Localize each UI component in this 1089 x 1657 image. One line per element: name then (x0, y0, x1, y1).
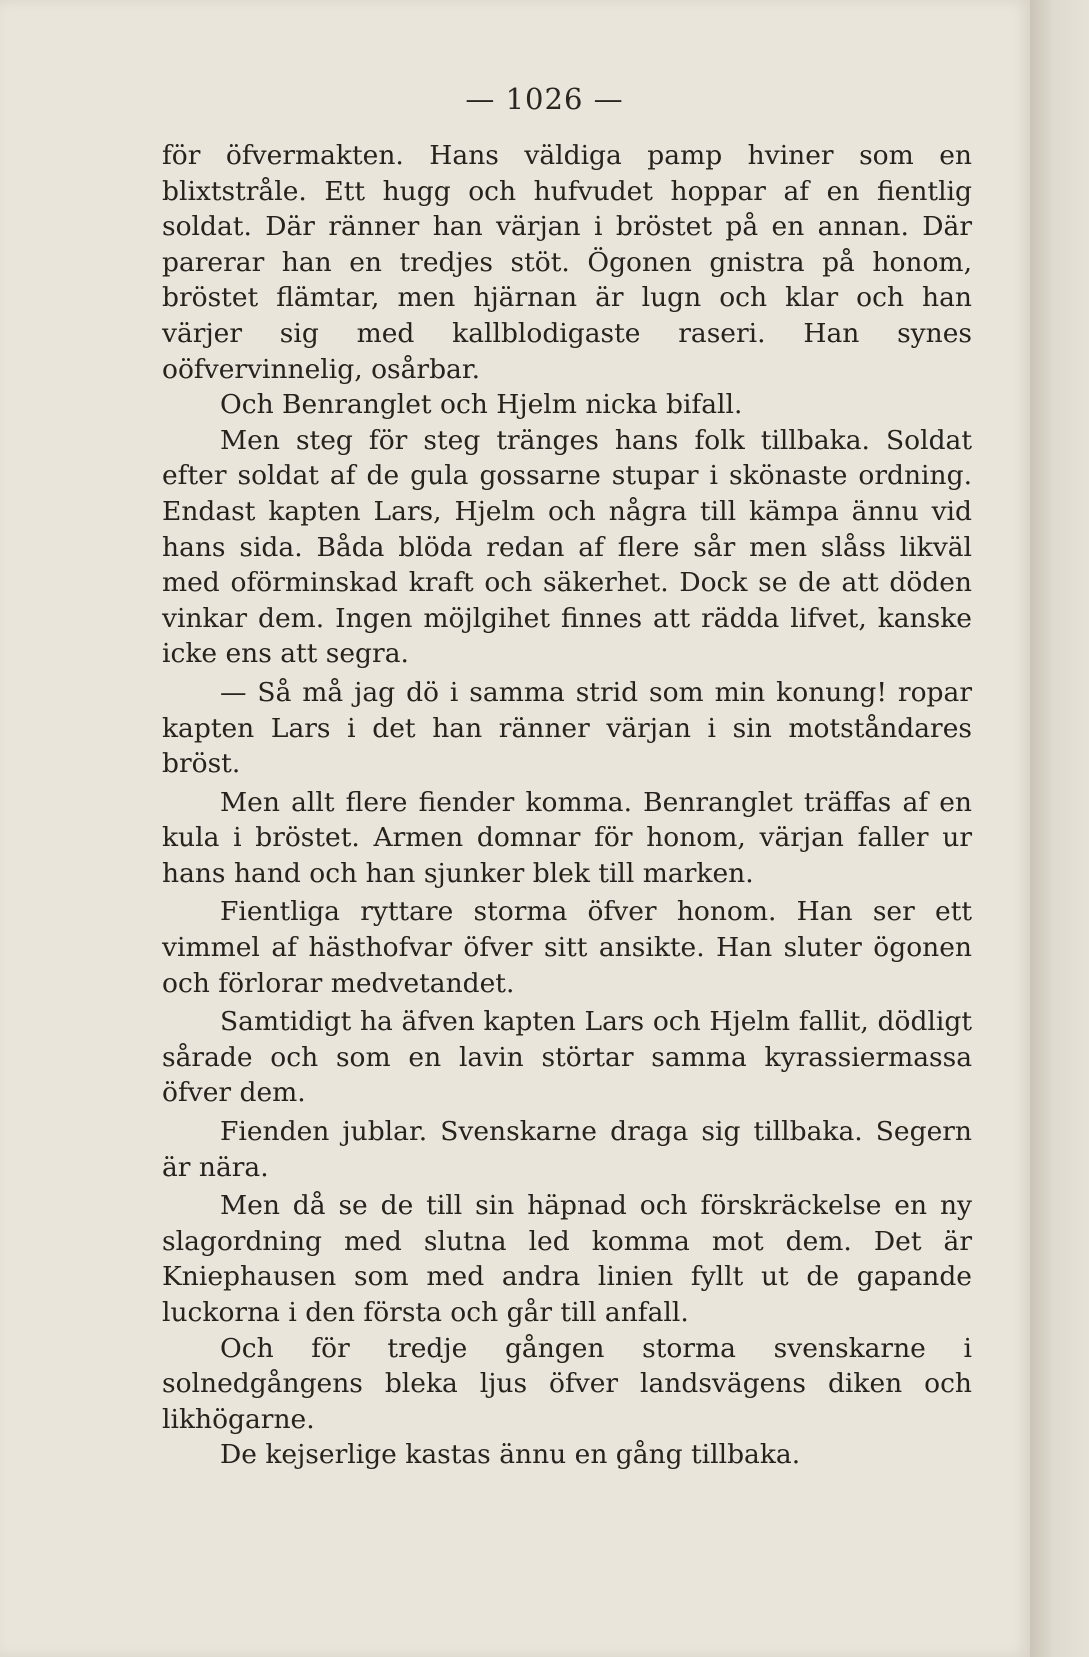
paragraph: Men allt flere fiender komma. Benranglet träffas af en kula i bröstet. Armen domnar för honom, värjan faller ur hans hand och han sjunker blek till marken. (162, 786, 972, 889)
paragraph: De kejserlige kastas ännu en gång tillbaka. (220, 1439, 801, 1471)
paragraph: för öfvermakten. Hans väldiga pamp hviner som en blixtstråle. Ett hugg och hufvudet hoppar af en fientlig soldat. Där ränner han värjan i bröstet på en annan. Där parerar han en tredjes stöt. Ögonen gnistra på honom, bröstet flämtar, men hjärnan är lugn och klar och han värjer sig med kallblodigaste raseri. Han synes oöfvervinnelig, osårbar. (162, 140, 972, 385)
body-text (162, 138, 972, 1473)
paragraph: Och Benranglet och Hjelm nicka bifall. (220, 389, 743, 421)
paragraph: Men då se de till sin häpnad och förskräckelse en ny slagordning med slutna led komma mot dem. Det är Kniephausen som med andra linien fyllt ut de gapande luckorna i den första och går till anfall. (162, 1190, 972, 1328)
page-number: — 1026 — (465, 82, 624, 116)
paragraph: Fientliga ryttare storma öfver honom. Han ser ett vimmel af hästhofvar öfver sitt ansikte. Han sluter ögonen och förlorar medvetandet. (162, 896, 972, 999)
paragraph: Samtidigt ha äfven kapten Lars och Hjelm fallit, dödligt sårade och som en lavin störtar samma kyrassiermassa öfver dem. (162, 1006, 972, 1109)
paragraph: Och för tredje gången storma svenskarne i solnedgångens bleka ljus öfver landsvägens diken och likhögarne. (162, 1332, 972, 1435)
page-edge (1030, 0, 1089, 1657)
paragraph: — Så må jag dö i samma strid som min konung! ropar kapten Lars i det han ränner värjan i sin motståndares bröst. (162, 676, 972, 780)
paragraph: Men steg för steg tränges hans folk tillbaka. Soldat efter soldat af de gula gossarne stupar i skönaste ordning. Endast kapten Lars, Hjelm och några till kämpa ännu vid hans sida. Båda blöda redan af flere sår men slåss likväl med oförminskad kraft och säkerhet. Dock se de att döden vinkar dem. Ingen möjlgihet finnes att rädda lifvet, kanske icke ens att segra. (162, 424, 972, 670)
paragraph: Fienden jublar. Svenskarne draga sig tillbaka. Segern är nära. (162, 1116, 972, 1183)
